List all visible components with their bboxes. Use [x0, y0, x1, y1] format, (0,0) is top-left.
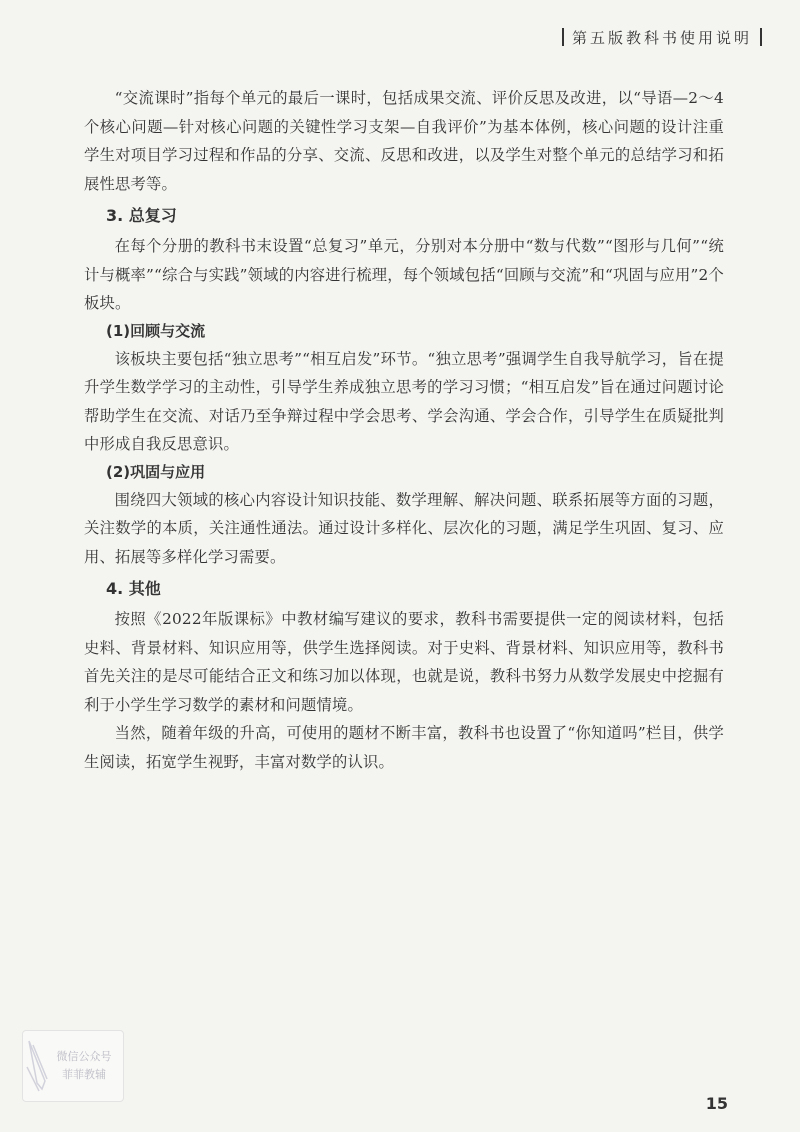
page-number: 15	[705, 1094, 728, 1113]
subsection-consolidate-paragraph: 围绕四大领域的核心内容设计知识技能、数学理解、解决问题、联系拓展等方面的习题，关注数学的本质，关注通性通法。通过设计多样化、层次化的习题，满足学生巩固、复习、应用、拓展等多样化学习需要。	[84, 490, 724, 566]
header-left-bar	[562, 28, 564, 46]
section-3-paragraph: 在每个分册的教科书末设置“总复习”单元，分别对本分册中“数与代数”“图形与几何”“统计与概率”“综合与实践”领域的内容进行梳理，每个领域包括“回顾与交流”和“巩固与应用”2个板块。	[84, 237, 724, 312]
header-right-bar	[760, 28, 762, 46]
section-3-title: 3. 总复习	[106, 206, 177, 225]
pen-icon	[25, 1037, 51, 1095]
running-header	[554, 20, 770, 54]
watermark-line-2: 菲菲教辅	[62, 1068, 106, 1081]
watermark	[22, 1030, 124, 1102]
intro-paragraph: “交流课时”指每个单元的最后一课时，包括成果交流、评价反思及改进，以“导语—2～4个核心问题—针对核心问题的关键性学习支架—自我评价”为基本体例，核心问题的设计注重学生对项目学习过程和作品的分享、交流、反思和改进，以及学生对整个单元的总结学习和拓展性思考等。	[84, 89, 724, 193]
header-title: 第五版教科书使用说明	[571, 28, 752, 47]
section-4-paragraph-2: 当然，随着年级的升高，可使用的题材不断丰富，教科书也设置了“你知道吗”栏目，供学生阅读，拓宽学生视野，丰富对数学的认识。	[84, 724, 724, 771]
watermark-line-1: 微信公众号	[56, 1050, 112, 1063]
section-4-paragraph-1: 按照《2022年版课标》中教材编写建议的要求，教科书需要提供一定的阅读材料，包括史料、背景材料、知识应用等，供学生选择阅读。对于史料、背景材料、知识应用等，教科书首先关注的是尽可能结合正文和练习加以体现，也就是说，教科书努力从数学发展史中挖掘有利于小学生学习数学的素材和问题情境。	[84, 610, 724, 714]
page-body	[84, 84, 724, 776]
subsection-review-title: (1)回顾与交流	[106, 321, 206, 340]
subsection-consolidate-title: (2)巩固与应用	[106, 462, 206, 481]
subsection-review-paragraph: 该板块主要包括“独立思考”“相互启发”环节。“独立思考”强调学生自我导航学习，旨在提升学生数学学习的主动性，引导学生养成独立思考的学习习惯；“相互启发”旨在通过问题讨论帮助学生在交流、对话乃至争辩过程中学会思考、学会沟通、学会合作，引导学生在质疑批判中形成自我反思意识。	[84, 349, 724, 453]
section-4-title: 4. 其他	[106, 579, 161, 598]
